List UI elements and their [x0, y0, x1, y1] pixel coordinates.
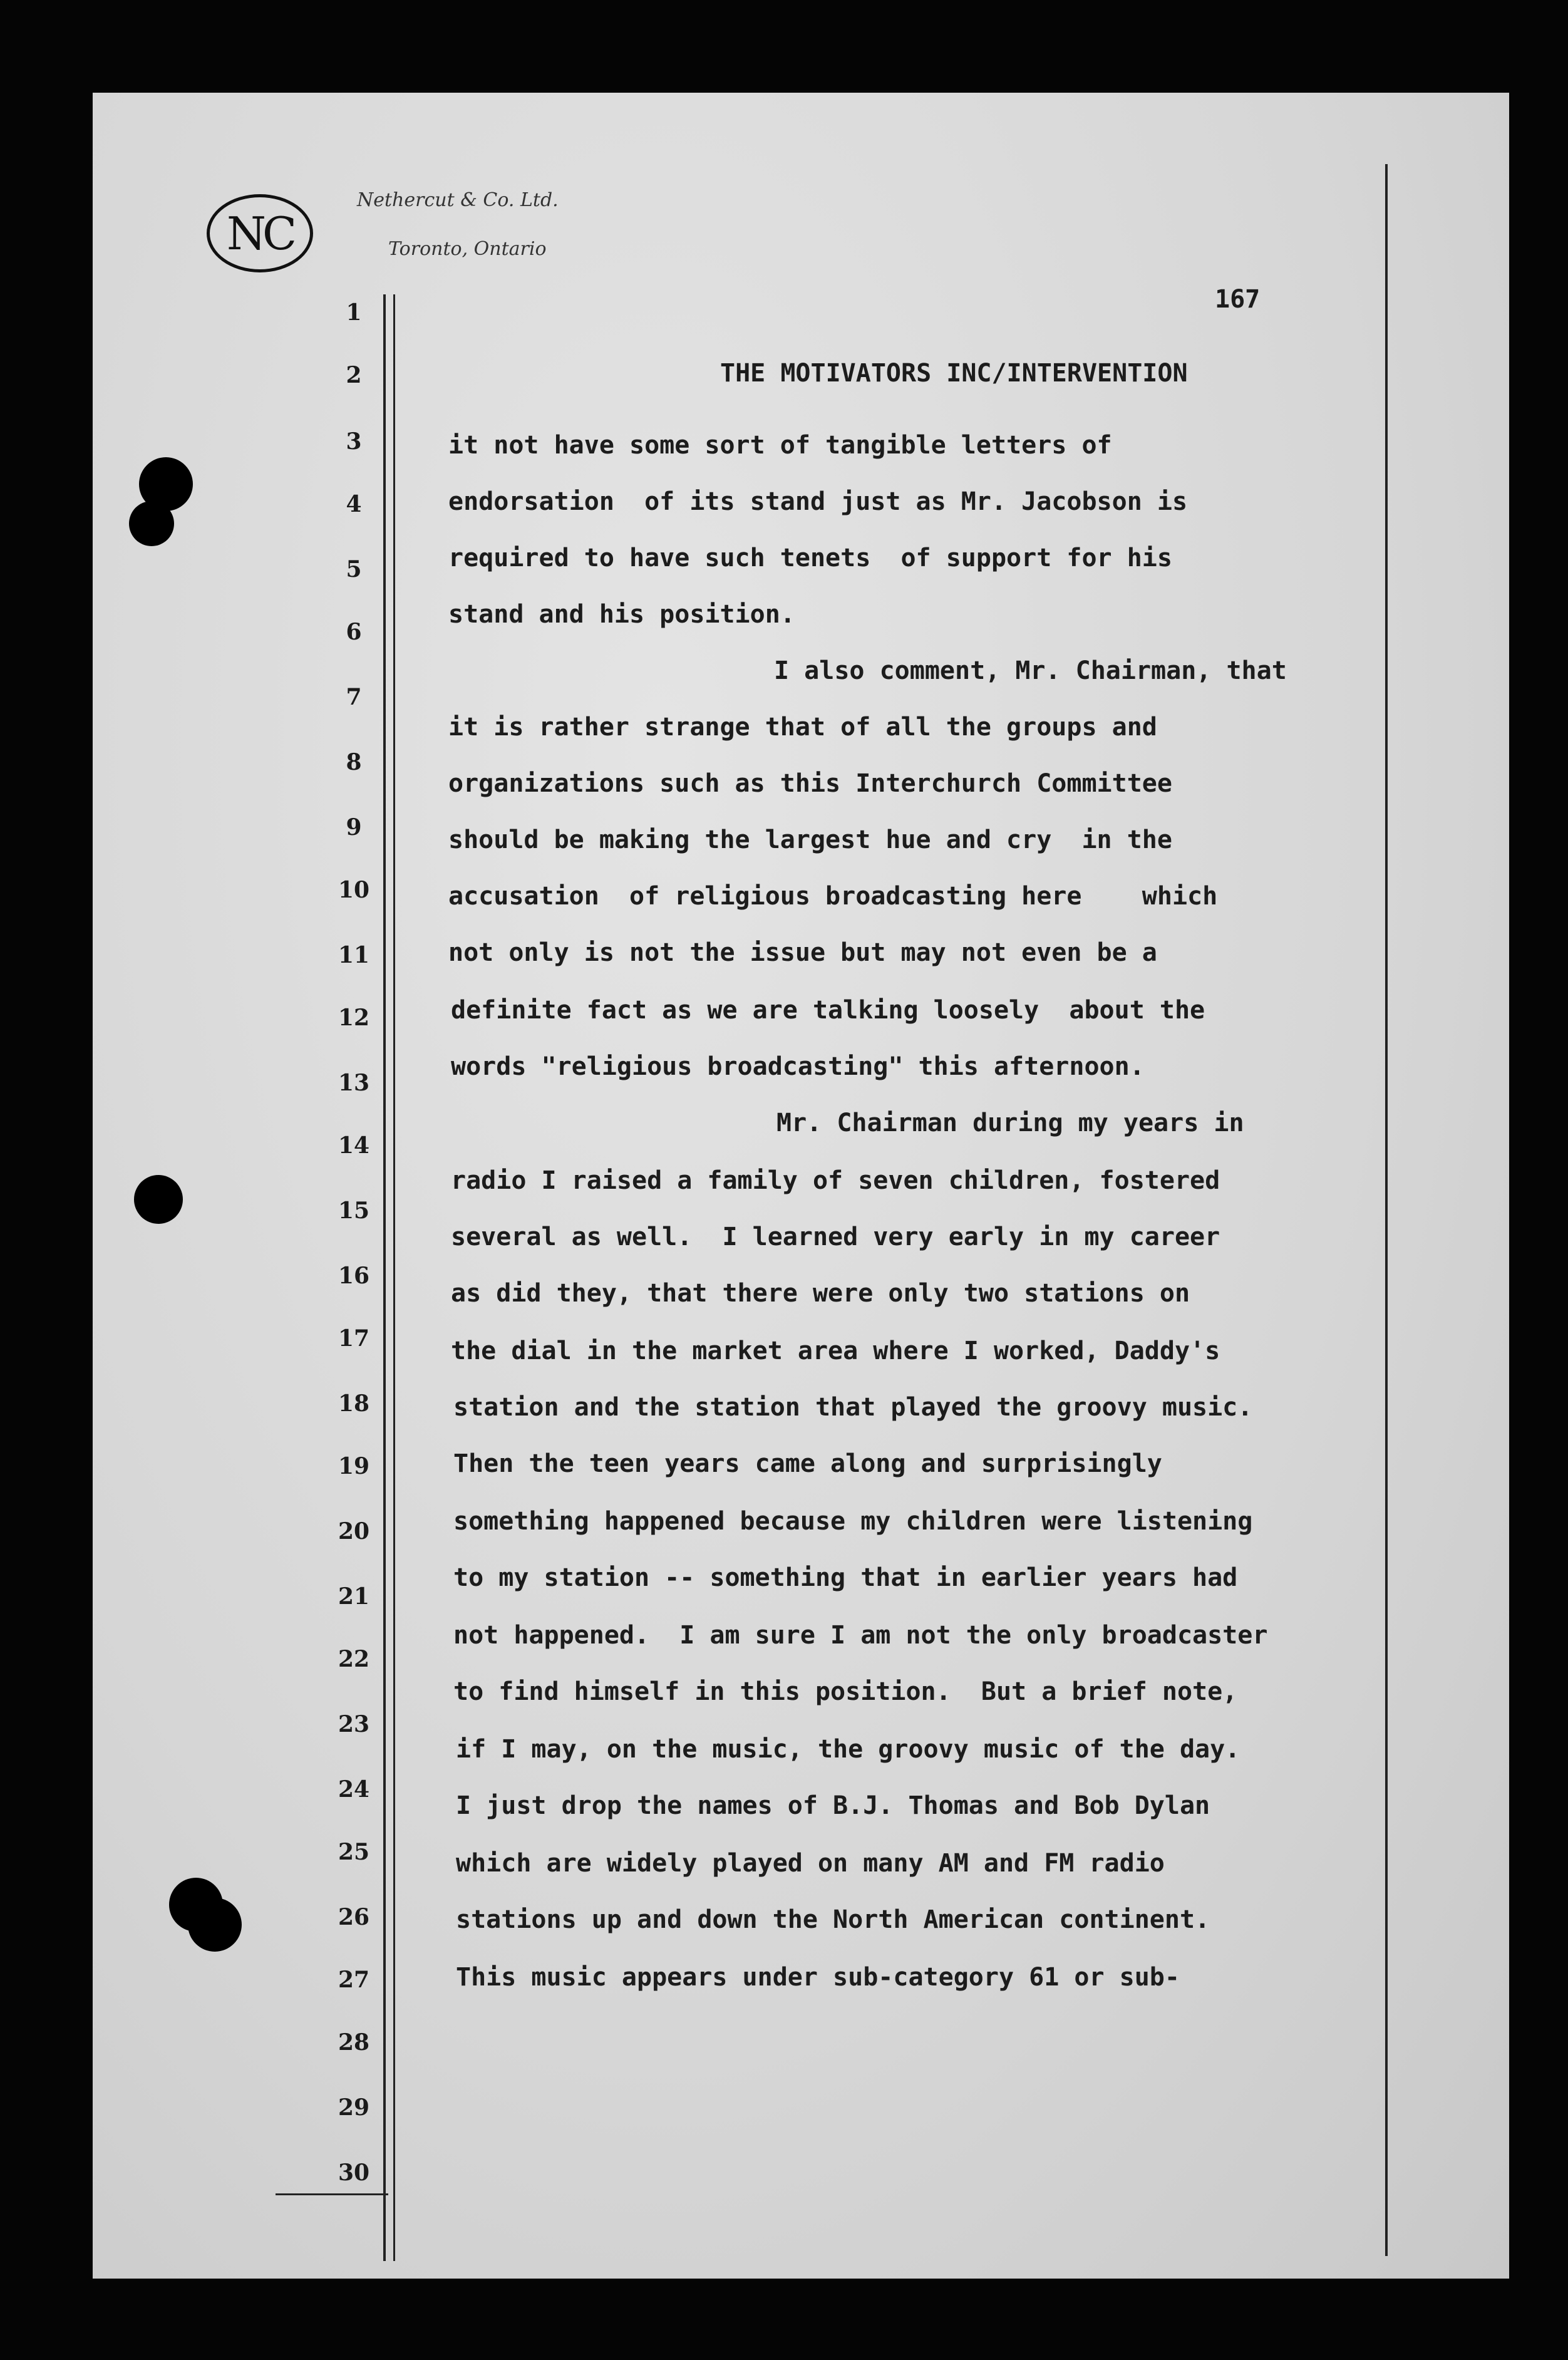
transcript-line: station and the station that played the groovy music.	[453, 1393, 1253, 1422]
line-number: 4	[346, 491, 362, 517]
punch-hole-middle	[134, 1175, 183, 1224]
line-number: 8	[346, 749, 362, 775]
line-number: 30	[338, 2160, 370, 2186]
transcript-line: to my station -- something that in earlier years had	[453, 1563, 1238, 1592]
transcript-line: several as well. I learned very early in my career	[451, 1223, 1220, 1251]
transcript-line: Mr. Chairman during my years in	[776, 1109, 1244, 1137]
line-number: 11	[338, 942, 370, 968]
transcript-line: it is rather strange that of all the groups and	[448, 713, 1157, 742]
line-number: 17	[338, 1325, 370, 1352]
page-header: THE MOTIVATORS INC/INTERVENTION	[720, 359, 1188, 388]
transcript-line: I just drop the names of B.J. Thomas and Bob Dylan	[456, 1791, 1210, 1820]
transcript-line: I also comment, Mr. Chairman, that	[774, 656, 1287, 685]
line-number: 23	[338, 1711, 370, 1737]
transcript-line: not only is not the issue but may not even be a	[448, 938, 1157, 967]
transcript-line: it not have some sort of tangible letters of	[448, 431, 1112, 460]
transcript-line: definite fact as we are talking loosely about the	[451, 996, 1205, 1025]
transcript-line: radio I raised a family of seven children, fostered	[451, 1166, 1220, 1195]
transcript-line: stand and his position.	[448, 600, 795, 629]
line-number: 15	[338, 1198, 370, 1224]
line-number: 3	[346, 428, 362, 455]
transcript-line: as did they, that there were only two stations on	[451, 1279, 1190, 1308]
line-number: 2	[346, 362, 362, 388]
transcript-line: accusation of religious broadcasting here which	[448, 882, 1218, 911]
line-number: 25	[338, 1839, 370, 1865]
left-margin-rule-1	[383, 294, 386, 2261]
line-number: 21	[338, 1583, 370, 1610]
transcript-line: This music appears under sub-category 61 or sub-	[456, 1963, 1180, 1992]
punch-hole-top-b	[129, 501, 174, 546]
line-number: 12	[338, 1005, 370, 1031]
transcript-line: to find himself in this position. But a brief note,	[453, 1677, 1238, 1706]
line-number: 28	[338, 2029, 370, 2056]
line-number: 5	[346, 556, 362, 582]
line-number: 19	[338, 1453, 370, 1479]
line-number: 16	[338, 1263, 370, 1289]
firm-city: Toronto, Ontario	[388, 238, 547, 260]
line-number: 7	[346, 684, 362, 710]
transcript-line: if I may, on the music, the groovy music of the day.	[456, 1735, 1240, 1764]
transcript-line: words "religious broadcasting" this afternoon.	[451, 1052, 1145, 1081]
left-margin-rule-2	[393, 294, 395, 2261]
transcript-line: not happened. I am sure I am not the only broadcaster	[453, 1621, 1268, 1650]
transcript-line: should be making the largest hue and cry in the	[448, 825, 1172, 854]
firm-logo: NC	[207, 194, 313, 272]
transcript-line: organizations such as this Interchurch Committee	[448, 769, 1172, 798]
transcript-line: Then the teen years came along and surprisingly	[453, 1449, 1162, 1478]
line-number: 6	[346, 619, 362, 645]
page-number: 167	[1215, 285, 1261, 314]
line-number: 13	[338, 1070, 370, 1096]
line-number: 10	[338, 877, 370, 903]
line-number: 24	[338, 1776, 370, 1803]
transcript-line: the dial in the market area where I worked, Daddy's	[451, 1337, 1220, 1365]
transcript-line: required to have such tenets of support for his	[448, 544, 1172, 572]
transcript-line: something happened because my children were listening	[453, 1507, 1253, 1536]
firm-name: Nethercut & Co. Ltd.	[357, 189, 559, 211]
line-number: 29	[338, 2094, 370, 2121]
line-number: 20	[338, 1518, 370, 1545]
right-margin-rule	[1385, 164, 1388, 2256]
line-number: 18	[338, 1390, 370, 1417]
transcript-line: endorsation of its stand just as Mr. Jacobson is	[448, 487, 1188, 516]
line-number: 26	[338, 1904, 370, 1930]
line-number: 14	[338, 1132, 370, 1159]
punch-hole-bottom-b	[188, 1898, 242, 1952]
line-number: 9	[346, 814, 362, 841]
line-number: 27	[338, 1967, 370, 1993]
transcript-line: which are widely played on many AM and FM radio	[456, 1849, 1165, 1878]
line-number: 1	[346, 299, 362, 326]
bottom-rule	[276, 2193, 388, 2195]
transcript-line: stations up and down the North American continent.	[456, 1905, 1210, 1934]
line-number: 22	[338, 1646, 370, 1672]
